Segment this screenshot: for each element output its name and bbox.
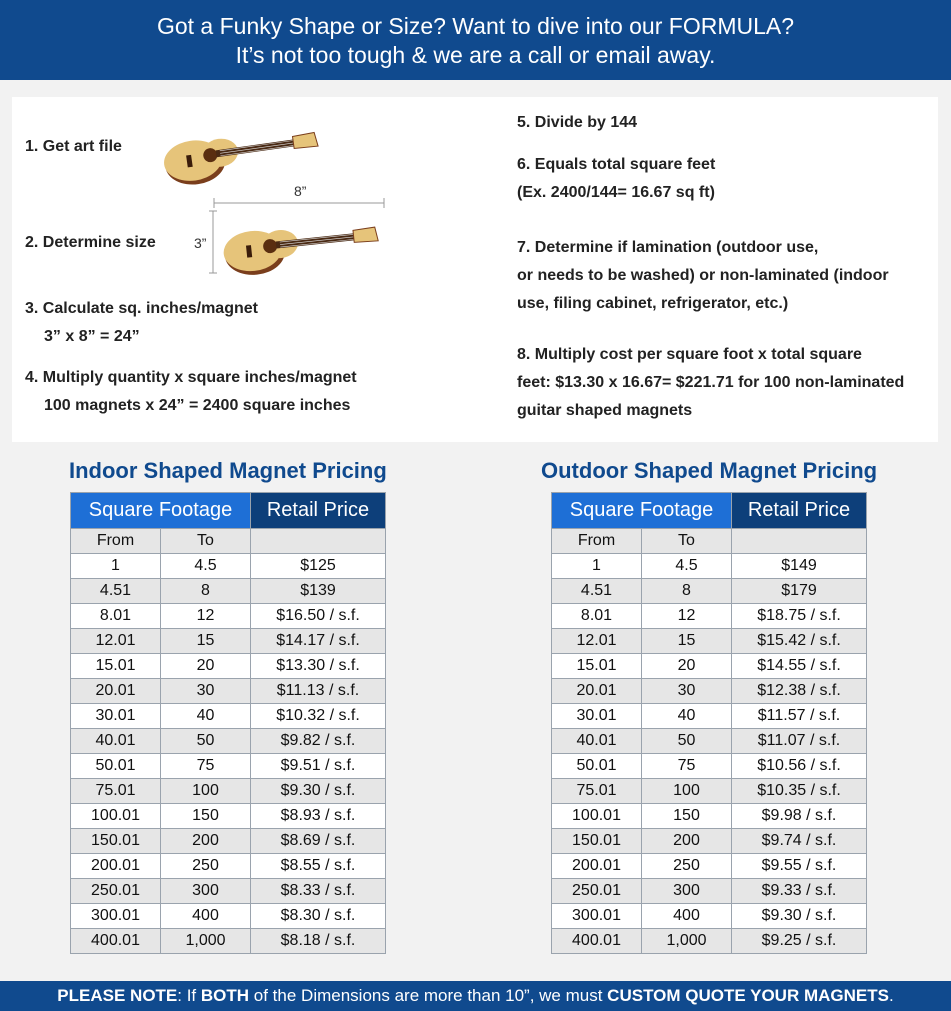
price-cell: $149 — [732, 554, 867, 579]
banner-line-1: Got a Funky Shape or Size? Want to dive into our FORMULA? — [156, 13, 795, 39]
to-cell: 15 — [161, 629, 251, 654]
table-row — [71, 629, 386, 654]
to-cell: 30 — [642, 679, 732, 704]
from-cell: 8.01 — [71, 604, 161, 629]
from-cell: 75.01 — [71, 779, 161, 804]
outdoor-subheader-blank — [732, 529, 867, 554]
to-cell: 100 — [642, 779, 732, 804]
to-cell: 8 — [642, 579, 732, 604]
price-cell: $9.98 / s.f. — [732, 804, 867, 829]
to-cell: 300 — [161, 879, 251, 904]
table-row — [71, 679, 386, 704]
table-row — [552, 704, 867, 729]
to-cell: 12 — [642, 604, 732, 629]
to-cell: 20 — [642, 654, 732, 679]
price-cell: $139 — [251, 579, 386, 604]
table-row — [552, 854, 867, 879]
to-cell: 75 — [161, 754, 251, 779]
table-row — [71, 554, 386, 579]
table-row — [71, 829, 386, 854]
from-cell: 4.51 — [552, 579, 642, 604]
to-cell: 150 — [161, 804, 251, 829]
table-row — [71, 754, 386, 779]
price-cell: $11.57 / s.f. — [732, 704, 867, 729]
from-cell: 400.01 — [552, 929, 642, 954]
from-cell: 100.01 — [552, 804, 642, 829]
price-cell: $9.55 / s.f. — [732, 854, 867, 879]
to-cell: 400 — [642, 904, 732, 929]
price-cell: $16.50 / s.f. — [251, 604, 386, 629]
from-cell: 200.01 — [552, 854, 642, 879]
indoor-pricing-table — [70, 492, 386, 954]
price-cell: $11.13 / s.f. — [251, 679, 386, 704]
step-5: 5. Divide by 144 — [517, 114, 638, 131]
price-cell: $179 — [732, 579, 867, 604]
table-row — [71, 779, 386, 804]
footer-period: . — [888, 986, 894, 1005]
table-row — [71, 904, 386, 929]
from-cell: 300.01 — [71, 904, 161, 929]
to-cell: 8 — [161, 579, 251, 604]
to-cell: 75 — [642, 754, 732, 779]
outdoor-subheader-from: From — [552, 529, 642, 554]
price-cell: $8.30 / s.f. — [251, 904, 386, 929]
price-cell: $10.35 / s.f. — [732, 779, 867, 804]
outdoor-header-square-footage: Square Footage — [552, 493, 732, 529]
table-row — [552, 679, 867, 704]
outdoor-subheader-to: To — [642, 529, 732, 554]
from-cell: 20.01 — [71, 679, 161, 704]
from-cell: 4.51 — [71, 579, 161, 604]
table-row — [71, 654, 386, 679]
to-cell: 200 — [642, 829, 732, 854]
table-row — [71, 704, 386, 729]
to-cell: 1,000 — [161, 929, 251, 954]
from-cell: 8.01 — [552, 604, 642, 629]
to-cell: 40 — [642, 704, 732, 729]
to-cell: 100 — [161, 779, 251, 804]
step-3: 3. Calculate sq. inches/magnet 3” x 8” = 24” — [25, 300, 258, 345]
from-cell: 250.01 — [552, 879, 642, 904]
price-cell: $9.51 / s.f. — [251, 754, 386, 779]
from-cell: 300.01 — [552, 904, 642, 929]
to-cell: 4.5 — [161, 554, 251, 579]
to-cell: 30 — [161, 679, 251, 704]
from-cell: 100.01 — [71, 804, 161, 829]
footer-both: BOTH — [200, 986, 250, 1005]
to-cell: 1,000 — [642, 929, 732, 954]
table-row — [552, 554, 867, 579]
from-cell: 1 — [552, 554, 642, 579]
from-cell: 20.01 — [552, 679, 642, 704]
to-cell: 250 — [642, 854, 732, 879]
price-cell: $9.30 / s.f. — [251, 779, 386, 804]
footer-custom-quote: CUSTOM QUOTE YOUR MAGNETS — [607, 986, 889, 1005]
guitar-illustration — [160, 117, 320, 185]
to-cell: 150 — [642, 804, 732, 829]
to-cell: 40 — [161, 704, 251, 729]
table-row — [71, 729, 386, 754]
table-row — [552, 929, 867, 954]
width-dimension-label: 8” — [294, 183, 307, 199]
price-cell: $11.07 / s.f. — [732, 729, 867, 754]
footer-note — [0, 981, 951, 1011]
to-cell: 15 — [642, 629, 732, 654]
to-cell: 300 — [642, 879, 732, 904]
from-cell: 200.01 — [71, 854, 161, 879]
from-cell: 40.01 — [552, 729, 642, 754]
step-4: 4. Multiply quantity x square inches/magnet 100 magnets x 24” = 2400 square inches — [25, 369, 357, 414]
to-cell: 20 — [161, 654, 251, 679]
from-cell: 12.01 — [552, 629, 642, 654]
price-cell: $14.17 / s.f. — [251, 629, 386, 654]
outdoor-header-retail-price: Retail Price — [732, 493, 867, 529]
from-cell: 40.01 — [71, 729, 161, 754]
price-cell: $9.25 / s.f. — [732, 929, 867, 954]
price-cell: $12.38 / s.f. — [732, 679, 867, 704]
table-row — [552, 879, 867, 904]
to-cell: 50 — [161, 729, 251, 754]
table-row — [71, 579, 386, 604]
price-cell: $14.55 / s.f. — [732, 654, 867, 679]
step-8: 8. Multiply cost per square foot x total square feet: $13.30 x 16.67= $221.71 for 100 non-laminated guitar shaped magnets — [517, 346, 905, 419]
to-cell: 50 — [642, 729, 732, 754]
table-row — [71, 804, 386, 829]
from-cell: 15.01 — [552, 654, 642, 679]
table-row — [552, 829, 867, 854]
step-7: 7. Determine if lamination (outdoor use, or needs to be washed) or non-laminated (indoor use, filing cabinet, refrigerator, etc.) — [517, 239, 889, 312]
from-cell: 30.01 — [552, 704, 642, 729]
footer-note-label: PLEASE NOTE — [57, 986, 178, 1005]
from-cell: 250.01 — [71, 879, 161, 904]
to-cell: 4.5 — [642, 554, 732, 579]
formula-steps-panel — [12, 97, 938, 442]
table-row — [71, 854, 386, 879]
price-cell: $8.93 / s.f. — [251, 804, 386, 829]
from-cell: 12.01 — [71, 629, 161, 654]
from-cell: 75.01 — [552, 779, 642, 804]
price-cell: $10.32 / s.f. — [251, 704, 386, 729]
guitar-illustration-with-dimensions — [220, 209, 380, 277]
indoor-subheader-to: To — [161, 529, 251, 554]
table-row — [552, 729, 867, 754]
outdoor-pricing-table — [551, 492, 867, 954]
footer-text-2: of the Dimensions are more than 10”, we must — [249, 986, 608, 1005]
price-cell: $15.42 / s.f. — [732, 629, 867, 654]
table-row — [552, 654, 867, 679]
indoor-header-square-footage: Square Footage — [71, 493, 251, 529]
banner-line-2: It’s not too tough & we are a call or email away. — [235, 42, 716, 68]
price-cell: $8.33 / s.f. — [251, 879, 386, 904]
outdoor-pricing-title: Outdoor Shaped Magnet Pricing — [541, 458, 878, 483]
table-row — [552, 579, 867, 604]
table-row — [552, 629, 867, 654]
height-dimension-label: 3” — [194, 235, 207, 251]
from-cell: 1 — [71, 554, 161, 579]
height-dimension-line — [208, 209, 218, 275]
table-row — [71, 929, 386, 954]
table-row — [552, 804, 867, 829]
step-1: 1. Get art file — [25, 138, 122, 155]
from-cell: 50.01 — [71, 754, 161, 779]
price-cell: $10.56 / s.f. — [732, 754, 867, 779]
indoor-subheader-blank — [251, 529, 386, 554]
from-cell: 150.01 — [552, 829, 642, 854]
price-cell: $8.18 / s.f. — [251, 929, 386, 954]
from-cell: 30.01 — [71, 704, 161, 729]
table-row — [71, 879, 386, 904]
price-cell: $8.69 / s.f. — [251, 829, 386, 854]
price-cell: $8.55 / s.f. — [251, 854, 386, 879]
from-cell: 15.01 — [71, 654, 161, 679]
price-cell: $9.33 / s.f. — [732, 879, 867, 904]
price-cell: $13.30 / s.f. — [251, 654, 386, 679]
indoor-subheader-from: From — [71, 529, 161, 554]
table-row — [71, 604, 386, 629]
step-6: 6. Equals total square feet (Ex. 2400/144= 16.67 sq ft) — [517, 156, 716, 201]
header-banner — [0, 0, 951, 80]
to-cell: 250 — [161, 854, 251, 879]
indoor-header-retail-price: Retail Price — [251, 493, 386, 529]
price-cell: $9.30 / s.f. — [732, 904, 867, 929]
indoor-pricing-title: Indoor Shaped Magnet Pricing — [69, 458, 387, 483]
table-row — [552, 779, 867, 804]
table-row — [552, 904, 867, 929]
to-cell: 200 — [161, 829, 251, 854]
to-cell: 400 — [161, 904, 251, 929]
from-cell: 50.01 — [552, 754, 642, 779]
from-cell: 150.01 — [71, 829, 161, 854]
price-cell: $9.74 / s.f. — [732, 829, 867, 854]
table-row — [552, 754, 867, 779]
price-cell: $9.82 / s.f. — [251, 729, 386, 754]
from-cell: 400.01 — [71, 929, 161, 954]
price-cell: $125 — [251, 554, 386, 579]
step-2: 2. Determine size — [25, 234, 156, 251]
footer-text-1: : If — [177, 986, 201, 1005]
price-cell: $18.75 / s.f. — [732, 604, 867, 629]
table-row — [552, 604, 867, 629]
to-cell: 12 — [161, 604, 251, 629]
